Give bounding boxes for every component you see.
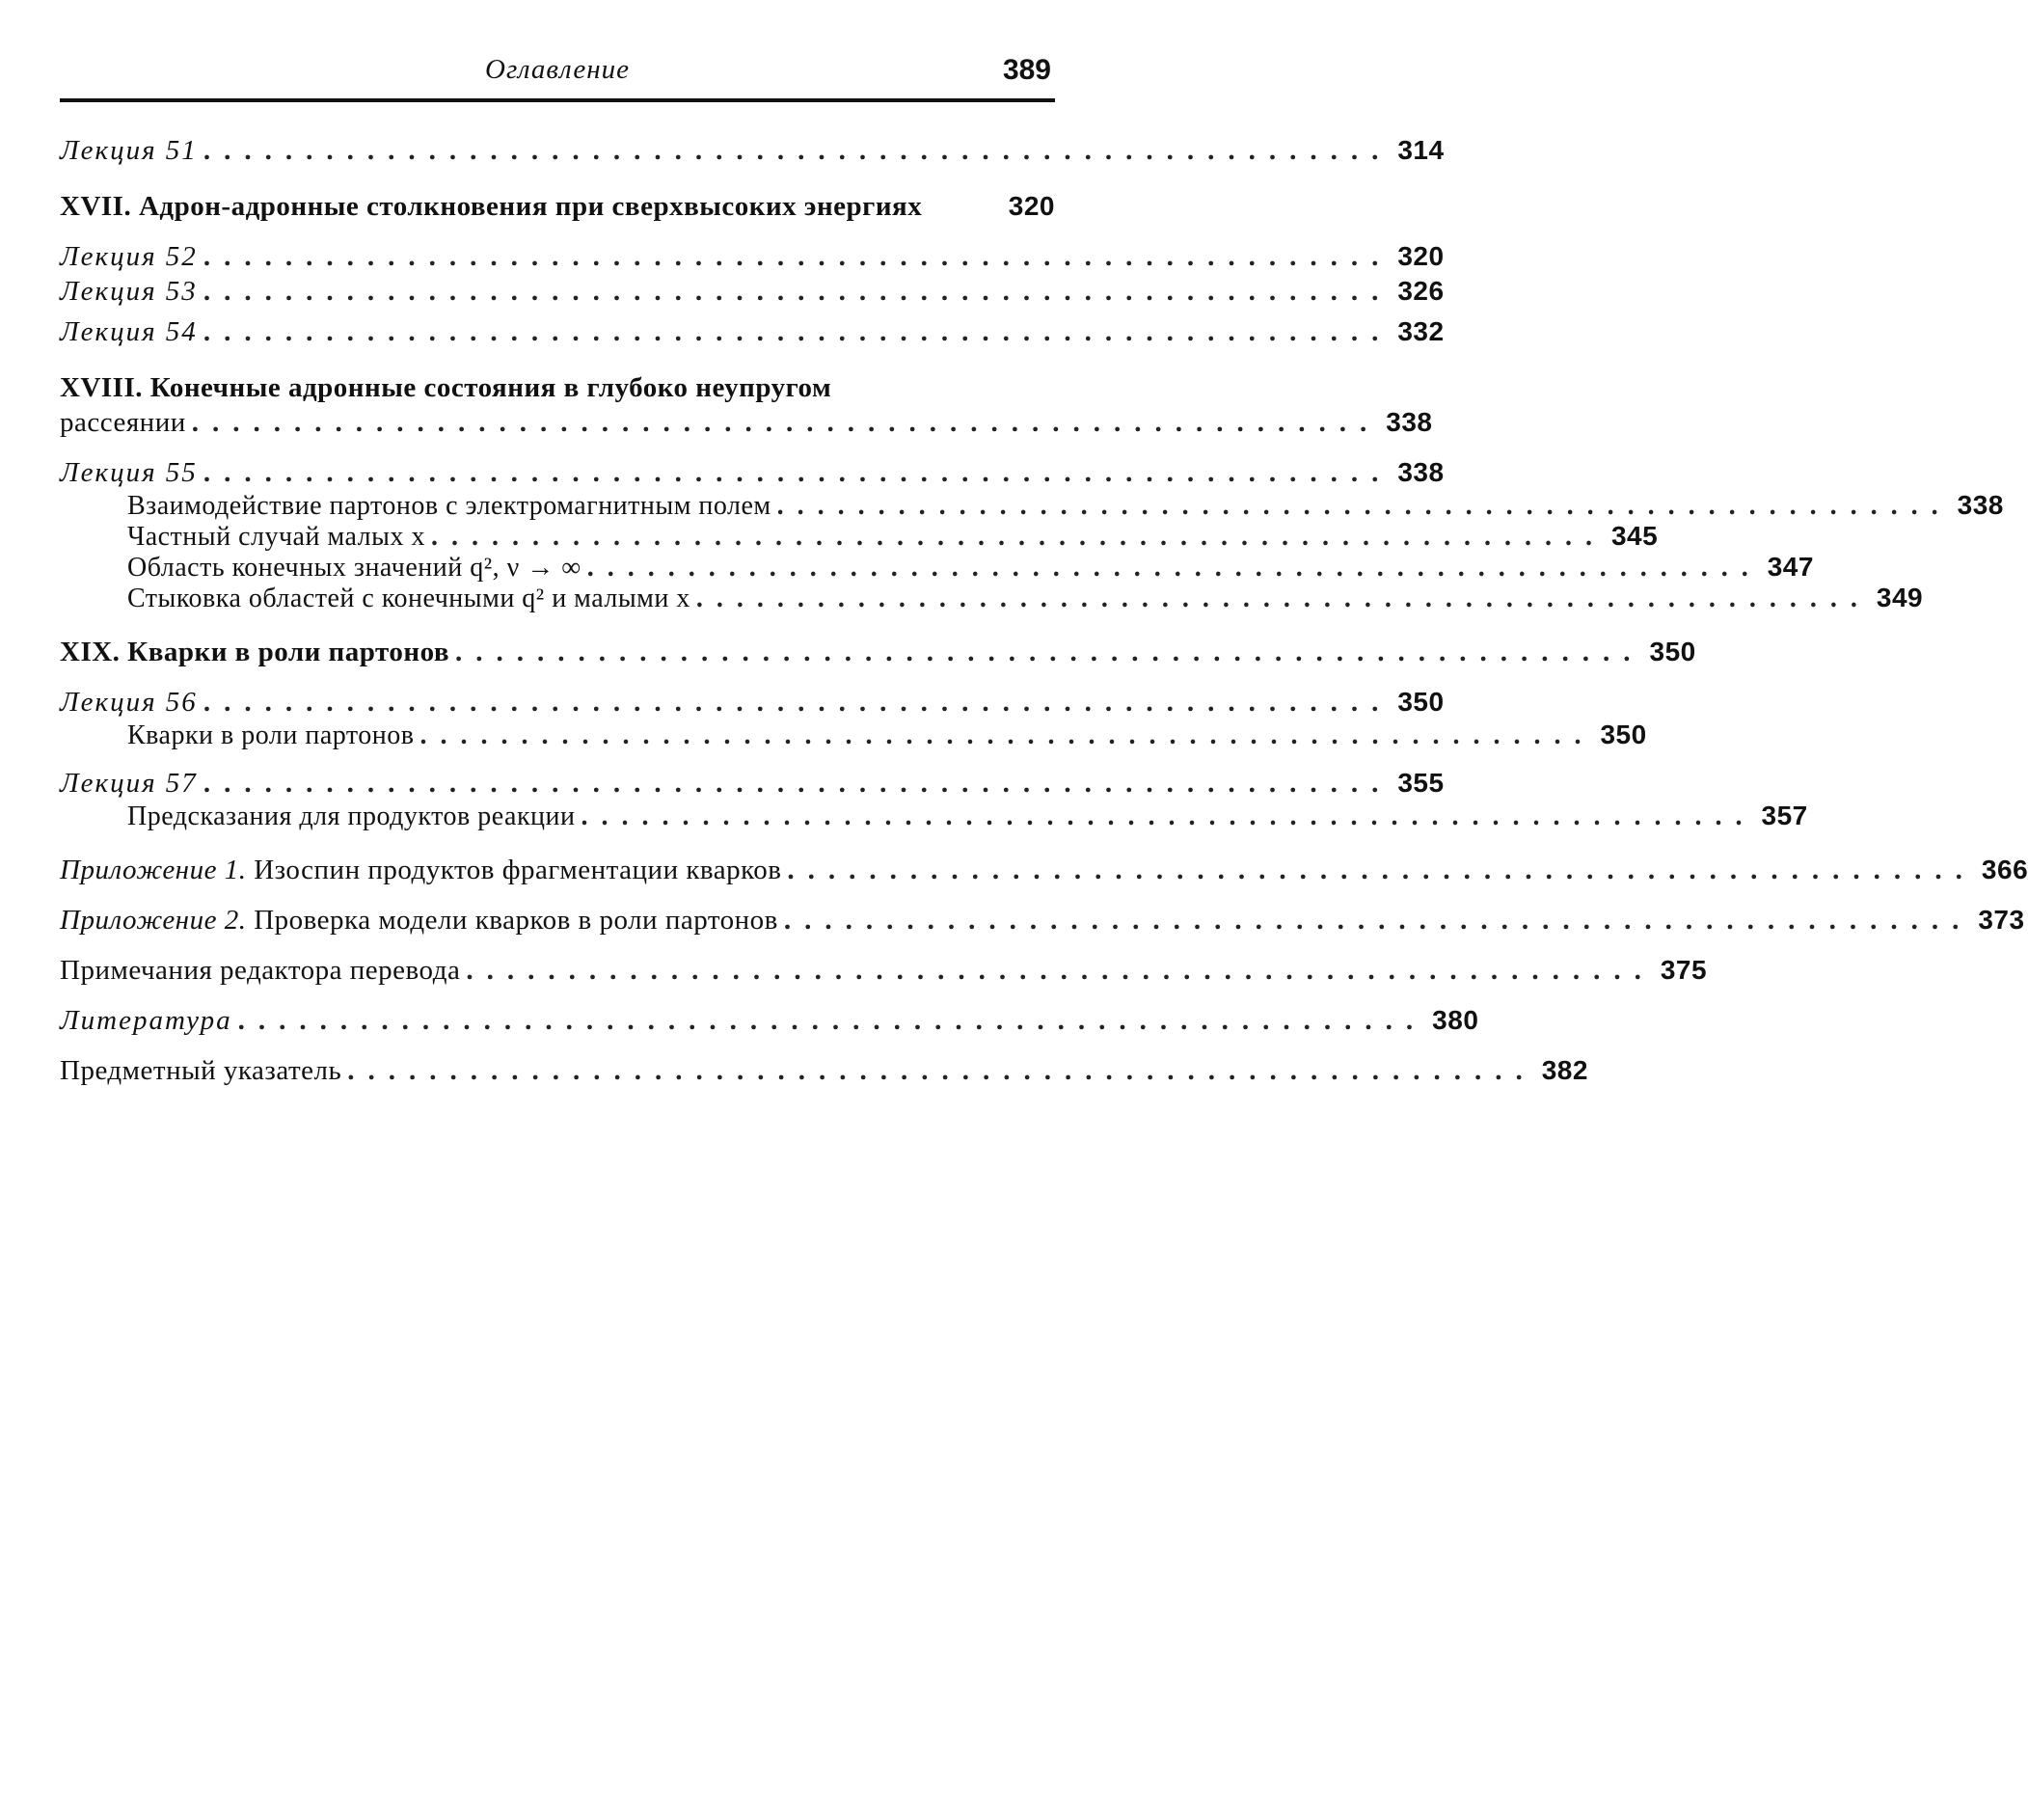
toc-entry bbox=[60, 189, 1055, 224]
toc-entry-label: Примечания редактора перевода bbox=[60, 955, 461, 986]
leader-dots: .......................................................... bbox=[203, 316, 1393, 347]
toc-entry-page: 382 bbox=[1541, 1055, 1588, 1085]
toc-entry-label: Кварки в роли партонов bbox=[127, 720, 415, 750]
toc-entry-label: Предсказания для продуктов реакции bbox=[127, 801, 576, 831]
leader-dots: .......................................................... bbox=[237, 1005, 1427, 1036]
toc-entry-page: 350 bbox=[1649, 637, 1696, 666]
leader-dots: .......................................................... bbox=[203, 687, 1393, 718]
appendix-prefix: Приложение 1. bbox=[60, 855, 247, 885]
toc-entry bbox=[60, 801, 1808, 831]
toc-entry-page: 320 bbox=[1008, 191, 1055, 221]
running-header bbox=[60, 54, 1055, 96]
toc-entry bbox=[60, 314, 1445, 349]
toc-entry-label: Стыковка областей с конечными q² и малыми x bbox=[127, 584, 690, 613]
toc-entry-label: Лекция 51 bbox=[60, 135, 198, 166]
toc-entry-page: 345 bbox=[1610, 521, 1659, 551]
leader-dots: .......................................................... bbox=[787, 855, 1976, 885]
toc-entry-page: 347 bbox=[1767, 552, 1814, 582]
toc-entry-page: 349 bbox=[1876, 583, 1924, 612]
toc-entry-label: Лекция 57 bbox=[60, 768, 198, 799]
toc-entry-label: рассеянии bbox=[60, 407, 186, 438]
toc-entry-page: 350 bbox=[1600, 720, 1647, 749]
toc-entry bbox=[60, 583, 1924, 613]
leader-dots: .......................................................... bbox=[347, 1055, 1536, 1086]
toc-entry bbox=[60, 455, 1445, 490]
leader-dots: .......................................................... bbox=[695, 584, 1871, 613]
toc-entry-label: Область конечных значений q², ν → ∞ bbox=[127, 553, 581, 583]
toc-entry-page: 338 bbox=[1397, 457, 1445, 487]
toc-entry-label-line1: XVIII. Конечные адронные состояния в глубоко неупругом bbox=[60, 372, 832, 403]
toc-entry-label: Лекция 56 bbox=[60, 687, 198, 718]
toc-entry-label: Лекция 54 bbox=[60, 316, 198, 347]
leader-dots: .......................................................... bbox=[203, 457, 1393, 488]
header-title: Оглавление bbox=[485, 54, 630, 85]
toc-entry-page: 326 bbox=[1397, 276, 1445, 306]
toc-entry bbox=[60, 133, 1445, 168]
appendix-title: Изоспин продуктов фрагментации кварков bbox=[254, 855, 782, 885]
toc-entry-page: 373 bbox=[1978, 905, 2025, 935]
toc-entry-page: 332 bbox=[1397, 316, 1445, 346]
toc-entry-page: 380 bbox=[1432, 1005, 1479, 1035]
toc-entry bbox=[60, 1003, 1479, 1038]
toc-entry-page: 314 bbox=[1397, 135, 1445, 165]
toc-entry bbox=[60, 953, 1708, 988]
toc-entry-page: 338 bbox=[1957, 490, 2004, 520]
toc-entry bbox=[60, 405, 1433, 440]
table-of-contents bbox=[60, 133, 2028, 1088]
toc-entry-page: 350 bbox=[1397, 687, 1445, 717]
toc-entry bbox=[60, 685, 1445, 720]
toc-entry-page: 355 bbox=[1397, 768, 1445, 798]
toc-entry bbox=[60, 720, 1647, 750]
header-rule bbox=[60, 98, 1055, 102]
leader-dots: .......................................................... bbox=[783, 905, 1973, 936]
leader-dots: .......................................................... bbox=[455, 637, 1644, 667]
toc-entry bbox=[60, 490, 2004, 521]
leader-dots: .......................................................... bbox=[191, 407, 1381, 438]
appendix-prefix: Приложение 2. bbox=[60, 905, 247, 936]
toc-entry bbox=[60, 766, 1445, 801]
leader-dots: .......................................................... bbox=[430, 522, 1606, 552]
toc-entry-label: XVII. Адрон-адронные столкновения при сверхвысоких энергиях bbox=[60, 191, 923, 222]
toc-entry-page: 375 bbox=[1660, 955, 1708, 985]
toc-entry-page: 366 bbox=[1981, 855, 2028, 884]
toc-entry bbox=[60, 239, 1445, 274]
toc-entry-label: Предметный указатель bbox=[60, 1055, 342, 1086]
appendix-title: Проверка модели кварков в роли партонов bbox=[254, 905, 778, 936]
toc-entry bbox=[60, 1053, 1588, 1088]
toc-entry-label: Лекция 55 bbox=[60, 457, 198, 488]
toc-entry bbox=[60, 552, 1814, 583]
toc-entry bbox=[60, 521, 1659, 552]
toc-entry-page: 338 bbox=[1386, 407, 1433, 437]
toc-entry bbox=[60, 853, 2028, 887]
toc-entry bbox=[60, 635, 1696, 669]
toc-entry-label: XIX. Кварки в роли партонов bbox=[60, 637, 450, 667]
leader-dots: .......................................................... bbox=[581, 801, 1756, 831]
toc-entry-page: 320 bbox=[1397, 241, 1445, 271]
toc-entry-label: Лекция 53 bbox=[60, 276, 198, 307]
leader-dots: .......................................................... bbox=[203, 768, 1393, 799]
toc-entry bbox=[60, 274, 1445, 309]
toc-entry-label bbox=[60, 853, 781, 887]
leader-dots: .......................................................... bbox=[203, 241, 1393, 272]
toc-entry-page: 357 bbox=[1761, 801, 1808, 830]
toc-entry bbox=[60, 903, 2025, 937]
leader-dots: .......................................................... bbox=[203, 276, 1393, 307]
toc-entry-label: Взаимодействие партонов с электромагнитным полем bbox=[127, 491, 771, 521]
toc-entry-label: Лекция 52 bbox=[60, 241, 198, 272]
toc-entry-label: Литература bbox=[60, 1005, 232, 1036]
leader-dots: .......................................................... bbox=[776, 491, 1952, 521]
leader-dots: .......................................................... bbox=[466, 955, 1655, 986]
header-page-number: 389 bbox=[1002, 54, 1051, 86]
leader-dots: .......................................................... bbox=[203, 135, 1393, 166]
leader-dots: .......................................................... bbox=[586, 553, 1762, 583]
toc-entry-label: Частный случай малых x bbox=[127, 522, 425, 552]
toc-entry-label bbox=[60, 903, 778, 937]
leader-dots: .......................................................... bbox=[419, 720, 1595, 750]
